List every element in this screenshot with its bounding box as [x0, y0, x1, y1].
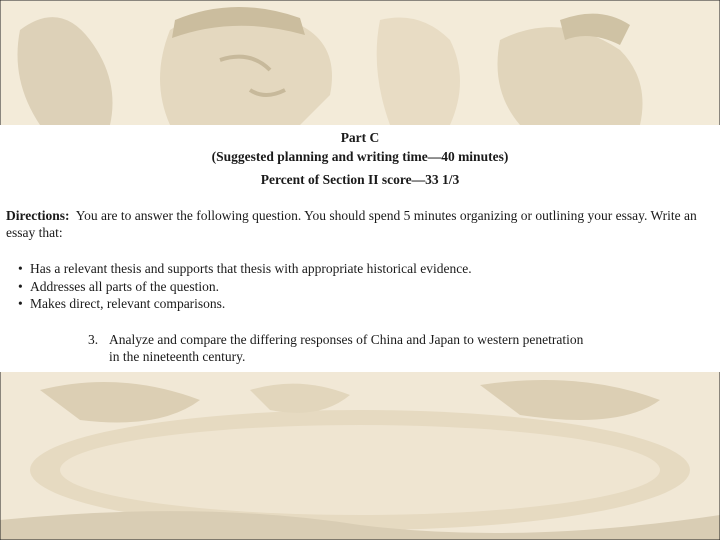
bullet-icon: • — [18, 296, 23, 311]
criterion-text: Has a relevant thesis and supports that thesis with appropriate historical evidence. — [30, 261, 472, 276]
score-percent: Percent of Section II score—33 1/3 — [260, 172, 460, 187]
list-item — [18, 278, 472, 296]
bullet-icon: • — [18, 261, 23, 276]
directions-text: You are to answer the following question. You should spend 5 minutes organizing or outlining your essay. Write an essay that: — [6, 208, 697, 240]
question-text: Analyze and compare the differing responses of China and Japan to western penetration in the nineteenth century. — [109, 332, 584, 364]
criterion-text: Makes direct, relevant comparisons. — [30, 296, 226, 311]
criterion-text: Addresses all parts of the question. — [30, 278, 219, 294]
directions-label: Directions: — [6, 208, 70, 223]
list-item — [18, 295, 472, 313]
essay-question — [88, 331, 588, 365]
directions — [6, 207, 718, 241]
timing-note: (Suggested planning and writing time—40 minutes) — [211, 149, 509, 164]
question-number: 3. — [88, 332, 99, 347]
part-title: Part C — [340, 130, 380, 145]
bullet-icon: • — [18, 278, 23, 294]
criteria-list — [18, 260, 472, 313]
list-item — [18, 260, 472, 278]
